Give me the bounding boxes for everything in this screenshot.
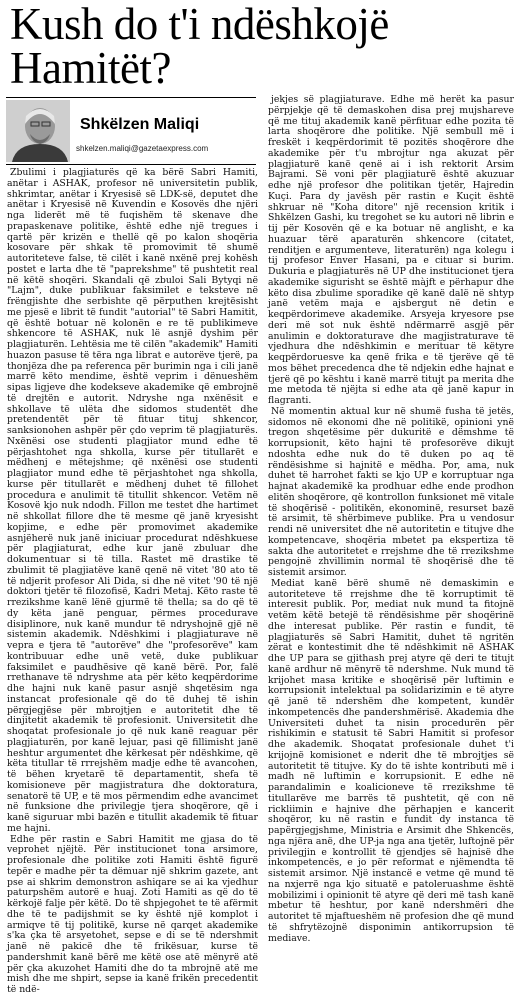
paragraph: Në momentin aktual kur në shumë fusha të jetës, sidomos në ekonomi dhe në politikë, opinioni ynë tregon shqetësime për dukuritë e dëmshme të korrupsionit, këto hajni të profesorëve dikujt ndoshta edhe nuk do të duken po aq të rëndësishme si hajnitë e mëdha. Por, ama, nuk duhet të harrohet fakti se kjo UP e korruptuar nga hajnat akademikë ka prodhuar edhe ende prodhon elitën shoqërore, që kontrollon funksionet më vitale të shoqërisë - politikën, ekonominë, resurset bazë të arsimit, të shërbimeve publike. Pra u vendosur rendi në universitet dhe në autoritetin e titujve dhe kompetencave, shoqëria mbetet pa ekspertiza të sakta dhe autoritetet e rrejshme dhe të rrezikshme pengojnë zhvillimin normal të shoqërisë dhe të sistemit arsimor.: [268, 405, 514, 578]
headline: Kush do t'i ndëshkojë Hamitët?: [10, 0, 389, 93]
author-portrait-icon: [6, 100, 70, 162]
paragraph: Zbulimi i plagjiaturës që ka bërë Sabri Hamiti, anëtar i ASHAK, profesor në universitetin publik, shkrimtar, anëtar i Kryesisë së LDK-së, deputet dhe anëtar i Kryesisë në Kuvendin e Kosovës dhe njëri nga liderët më të fuqishëm të skenave dhe prapaskenave politike, është edhe një tregues i qartë për krizën e thellë që po kalon shoqëria kosovare për shkak të promovimit të shumë autoriteteve false, të cilët i kanë nxënë prej kohësh postet e larta dhe të "paprekshme" të pushtetit real në këtë shoqëri. Skandali që zbuloi Sali Bytyqi në "Lajm", duke publikuar faksimilet e teksteve në frëngjishte dhe serbishte që përputhen krejtësisht me pjesë e librit të fundit "autorial" të Sabri Hamitit, që është botuar në kolonën e re të publikimeve shkencore të ASHAK, nuk lë asnjë dyshim për plagjiaturën. Lehtësia me të cilën "akademik" Hamiti huazon pasuse të tëra nga librat e autorëve tjerë, pa thonjëza dhe pa referenca për burimin nga i cili janë marrë këto mendime, është veprim i dënueshëm sipas ligjeve dhe kodekseve akademike që embrojnë të drejtën e autorit. Ndryshe nga nxënësit e shkollave të ulëta dhe sidomos studentët dhe pretendentët për të fituar tituj shkencor, sanksionohen ashpër për çdo veprim të plagjiaturës. Nxënësi ose studenti plagjiator mund edhe të përjashtohet nga shkolla, kurse për titullarët e mëdhenj e mëtejshme; që nxënësi ose studenti plagjiator mund edhe të përjashtohet nga shkolla, kurse për titullarët e mëdhenj duhet të fillohet procedura e anulimit të titullit shkencor. Vetëm në Kosovë kjo nuk ndodh. Fillon me testet dhe hartimet në shkollat fillore dhe të mesme që janë kryesisht kopjime, e edhe për promovimet akademike asnjëherë nuk janë iniciuar procedurat ndëshkuese për plagjiaturat, edhe kur janë zbuluar dhe dokumentuar si të tilla. Rastet më drastike të zbulimit të plagjiatëve kanë qenë në vitet '80 ato të të ndjerit profesor Ali Dida, si dhe në vitet '90 të një doktori tjetër të filozofisë, Kadri Metaj. Këto raste të rrezikshme kanë lënë gjurmë të thella; sa do që të dy këta janë penguar, përmes procedurave disiplinore, nuk kanë mundur të ndryshojnë gjë në sistemin akademik. Ndëshkimi i plagjiaturave në vepra e tjera të "autorëve" dhe "profesorëve" kam kontribuuar edhe unë vetë, duke publikuar faksimilet e paudhësive që kanë bërë. Por, falë rrethanave të ndryshme ata për këto keqpërdorime dhe hajni nuk kanë pasur asnjë shqetësim nga instancat profesionale që do të duhej të ishin përgjegjëse për mbrojtjen e autoritetit dhe të dinjitetit akademik të profesionit. Universitetit dhe shoqatat profesionale jo që nuk kanë reaguar për plagjiaturën, por kanë lejuar, pasi që fillimisht janë heshtur argumentet dhe kërkesat për ndëshkime, që këta titullar të rrrejshëm madje edhe të avancohen, të bëhen kryetarë të departamentit, shefa të komisioneve për magjistratura dhe doktoratura, senatorë të UP, e të mos përmendim edhe avancimet në funksione dhe privilegje tjera shoqërore, që i kanë siguruar mbi bazën e titullit akademik të fituar me hajni.: [7, 167, 258, 834]
author-name: Shkëlzen Maliqi: [80, 116, 200, 133]
paragraph: Edhe për rastin e Sabri Hamitit me gjasa do të veprohet njëjtë. Për institucionet tona arsimore, profesionale dhe politike zoti Hamiti është figurë tepër e madhe për ta dëmuar një shkrim gazete, ant pse ai shkrim demonstron ashiqare se ai ka vjedhur paturpshëm autorë e huaj. Zoti Hamiti as që do të kërkojë falje për këtë. Do të shpjegohet te të afërmit dhe të te padijshmit se ky është një komplot i armiqve të tij politikë, kurse në qarqet akademike s'ka çka të arsyetohet, sepse e di se të ndershmit janë në pakicë dhe të frikësuar, kurse të pandershmit kanë bërë me këtë ose atë mënyrë atë për çka akuzohet Hamiti dhe do ta mbrojnë atë me mish dhe me shpirt, sepse ia kanë frikën precedentit të ndë-: [7, 833, 258, 995]
article-column-2: [268, 94, 514, 944]
article-column-1: [7, 167, 258, 995]
author-photo: [6, 100, 70, 162]
paragraph: jekjes së plagjiaturave. Edhe më herët ka pasur përpjekje që të demaskohen disa prej mujshareve që me tituj akademik kanë përfituar edhe pozita të larta shoqërore dhe politike. Një sembull më i freskët i keqpërdorimit të pozitës shoqërore dhe akademike për t'u mbrojtur nga akuzat për plagjiaturë kanë qenë ai i ish rektorit Arsim Bajrami. Së voni për plagjiaturë është akuzuar edhe një profesor dhe politikan tjetër, Hajredin Kuçi. Para dy javësh për rastin e Kuçit është shkruar në "Koha ditore" një recension kritik i Shkëlzen Gashi, ku tregohet se ku autori në librin e tij për Kosovën që e ka botuar në anglisht, e ka huazuar tërë aparaturën shkencore (citatet, renditjen e argumenteve, literaturën) nga kolegu i tij profesor Enver Hasani, pa e cituar si burim. Dukuria e plagjiaturës në UP dhe institucionet tjera akademike sigurisht se është màjft e përhapur dhe këto disa zbulime sporadike që kanë dalë në shtyp janë vetëm maja e ajsbergut në detin e keqpërdorimeve akademike. Arsyeja kryesore pse deri më sot nuk është ndërmarrë asgjë për anulimin e doktoraturave dhe magjistraturave të vjedhura dhe ndëshkimin e merituar të këtyre keqpërdoruesve ka qenë frika e të tjerëve që të mos bëhet precedenca dhe të ndjekin edhe hajnat e tjerë që po kështu i kanë marrë titujt pa merita dhe me metoda të njëjta si edhe ata që janë kapur in flagranti.: [268, 94, 514, 406]
author-email[interactable]: shkelzen.maliqi@gazetaexpress.com: [76, 144, 209, 153]
byline: [6, 97, 256, 165]
paragraph: Mediat kanë bërë shumë në demaskimin e autoriteteve të rrejshme dhe të korruptimit të interesit publik. Por, mediat nuk mund ta fitojnë vetëm këtë betejë të rëndësishme për shoqërinë dhe interesat publike. Për rastin e fundit, të plagjiaturës së Sabri Hamitit, duhet të ngritën zërat e kontestimit dhe të ndëshkimit në ASHAK dhe UP para se gjithash prej atyre që deri te titujt kanë ardhur në mënyrë të ndershme. Nuk mund të krijohet masa kritike e shoqërisë për luftimin e korrupsionit intelektual pa solidarizimin e të atyre që janë të ndershëm dhe kompetent, kundër inkompetencës dhe pandershmërisë. Akademia dhe Universiteti duhet ta nisin procedurën për rishikimin e statusit të Sabri Hamitit si profesor dhe akademik. Shoqatat profesionale duhet t'i krijojnë komisionet e nderit dhe të mbrojtjes së autoritetit të titujve. Ky do të ishte kontributi më i madh në luftimin e korrupsionit. E edhe në parandalimin e koalicioneve të rrezikshme të titullarëve me barrës të pushtetit, që con në rickliimin e hajnive dhe përhapjen e kancerit shoqëror, ku në rastin e fundit dy instanca të papërgjegjshme, Ministria e Arsimit dhe Shkencës, nga njëra anë, dhe UP-ja nga ana tjetër, luftojnë për privilegjin e kontrollit të gjendjes së hajnisë dhe inkompetencës, e jo për reformat e njëmendta të sistemit arsimor. Një instancë e vetme që mund të na nxjerrë nga kjo situatë e patoleruashme është mobilizimi i opinionit të atyre që deri më tash kanë mbetur të heshtur, por kanë ndershmëri dhe autoritet të mjaftueshëm në profesion dhe që mund të shfrytëzojnë disponimin antikorrupsion të mediave.: [268, 577, 514, 944]
